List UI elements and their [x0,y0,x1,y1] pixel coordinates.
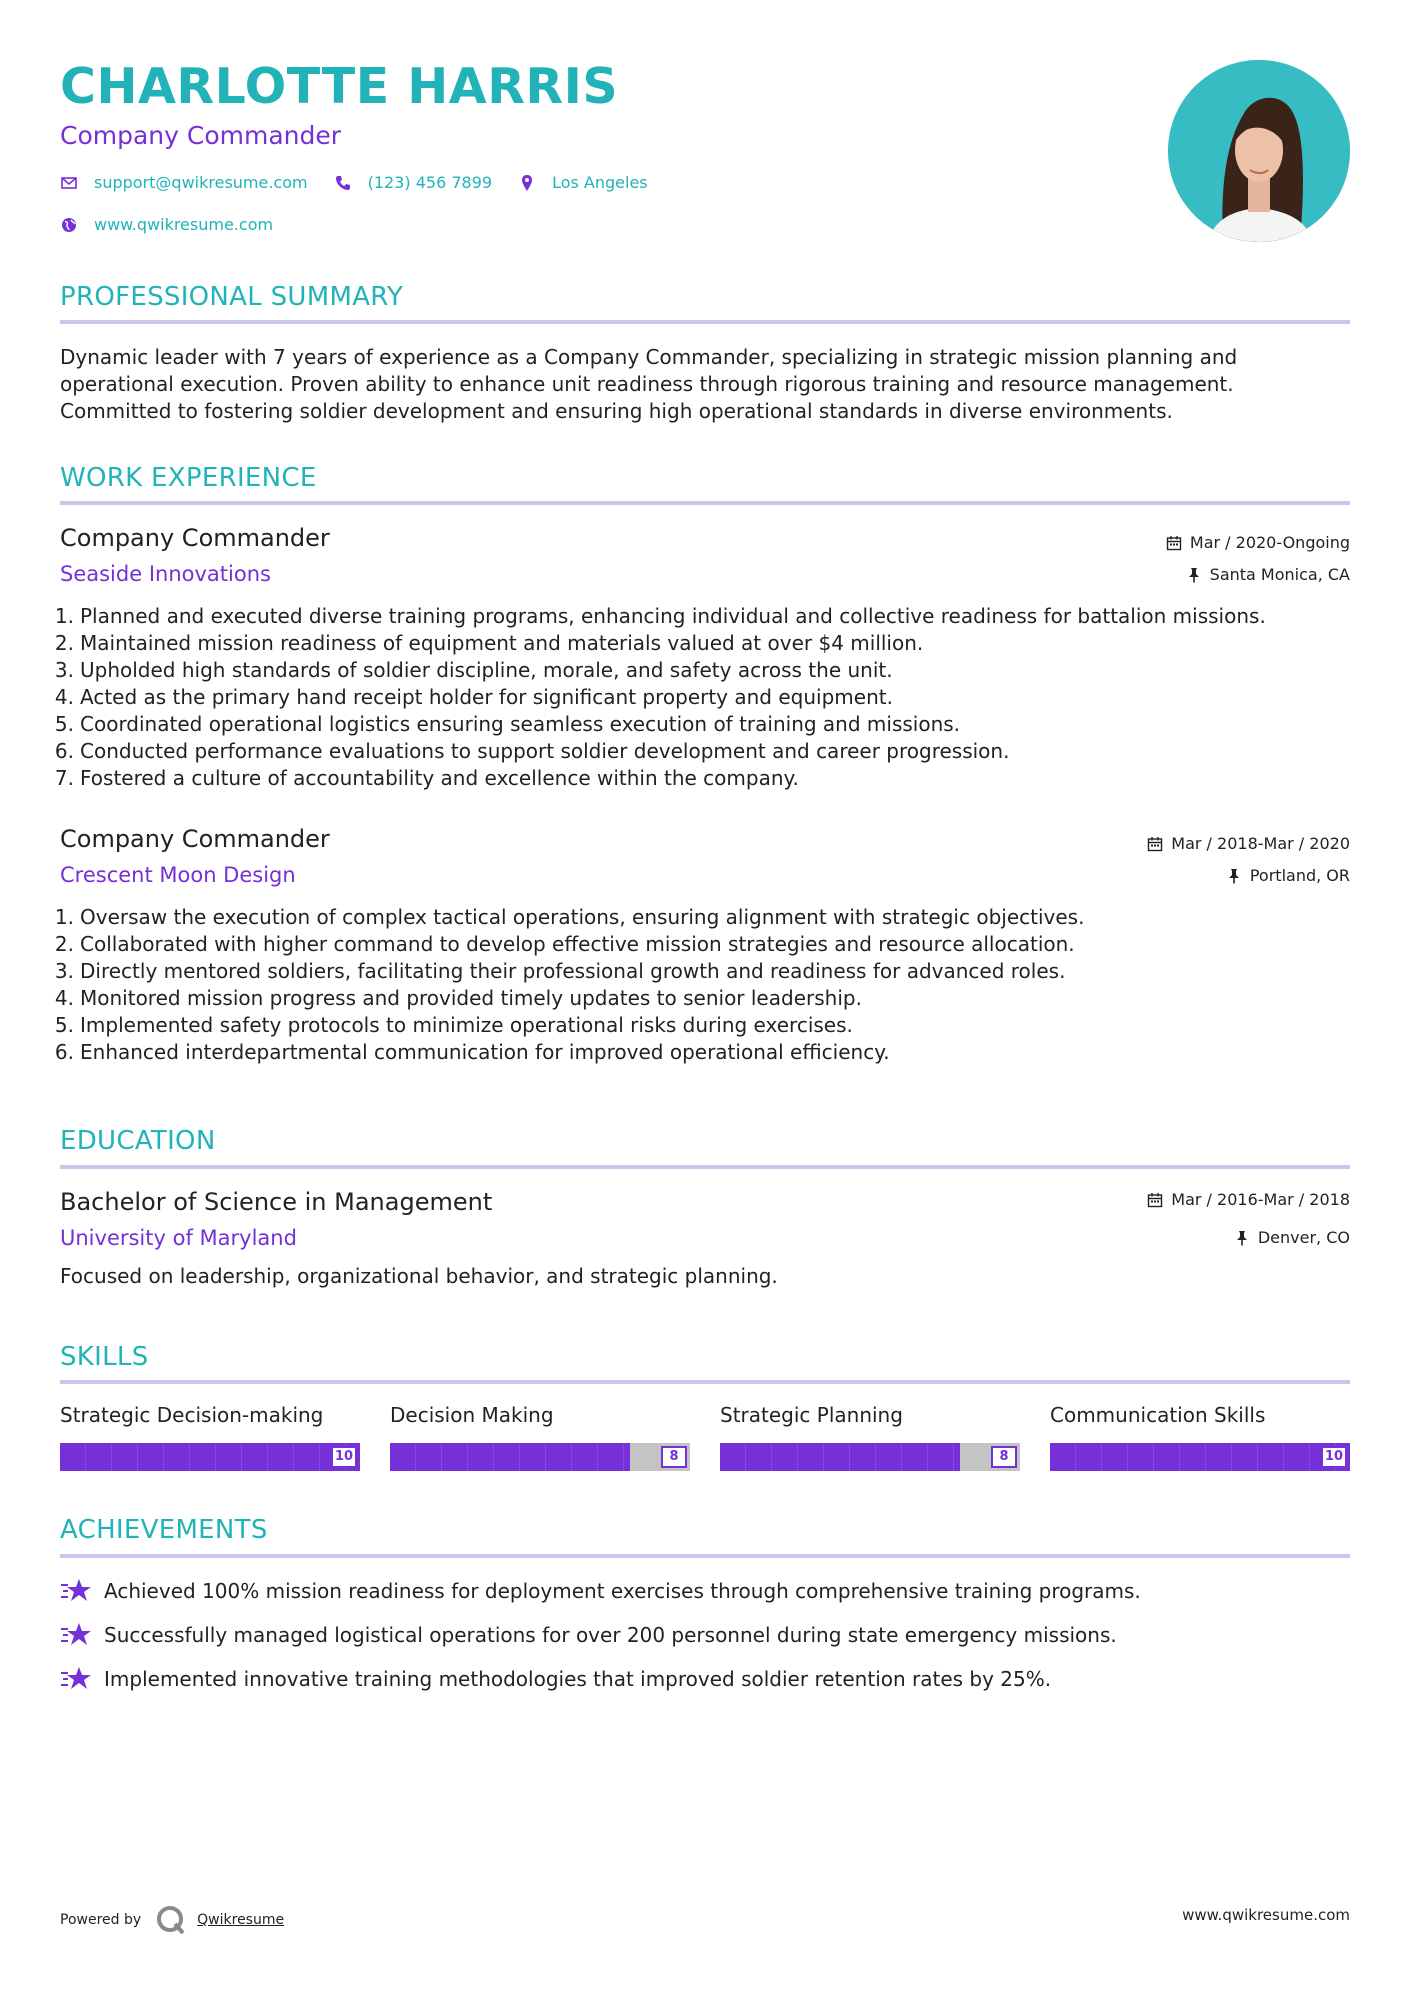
pushpin-icon [1234,1230,1250,1246]
list-item: 3. Directly mentored soldiers, facilitating their professional growth and readiness for advanced roles. [54,959,1066,983]
education-location-text: Denver, CO [1257,1228,1350,1247]
education-description: Focused on leadership, organizational behavior, and strategic planning. [60,1264,778,1288]
footer-website[interactable]: www.qwikresume.com [1182,1906,1350,1924]
achievement-text: Successfully managed logistical operations for over 200 personnel during state emergency missions. [104,1623,1117,1647]
skill-label: Strategic Planning [720,1403,903,1427]
list-item: 1. Oversaw the execution of complex tactical operations, ensuring alignment with strategic objectives. [54,905,1085,929]
skill-bar-fill [1050,1443,1350,1471]
map-pin-icon [518,174,536,192]
job-title: Company Commander [60,524,330,552]
list-item: 4. Monitored mission progress and provided timely updates to senior leadership. [54,986,862,1010]
job-dates [1147,834,1350,853]
skill-label: Decision Making [390,1403,554,1427]
section-divider [60,1380,1350,1384]
education-dates [1147,1190,1350,1209]
candidate-name: CHARLOTTE HARRIS [60,58,619,115]
job-bullets [54,603,1354,792]
section-title-summary: PROFESSIONAL SUMMARY [60,282,404,312]
globe-icon [60,216,78,234]
job-location-text: Santa Monica, CA [1209,565,1350,584]
school-name: University of Maryland [60,1226,297,1250]
star-badge-icon [60,1577,92,1605]
footer-branding [60,1904,284,1936]
brand-link[interactable]: Qwikresume [197,1912,285,1928]
candidate-role: Company Commander [60,121,342,150]
job-location [1186,565,1350,584]
job-location-text: Portland, OR [1249,866,1350,885]
contact-row [60,173,674,192]
powered-by-text: Powered by [60,1912,142,1928]
envelope-icon [60,174,78,192]
email-item[interactable] [60,173,308,192]
section-divider [60,1165,1350,1169]
job-title: Company Commander [60,825,330,853]
education-dates-text: Mar / 2016-Mar / 2018 [1171,1190,1350,1209]
list-item: 6. Enhanced interdepartmental communication for improved operational efficiency. [54,1040,890,1064]
calendar-icon [1147,836,1163,852]
location-item [518,173,648,192]
job-dates-text: Mar / 2018-Mar / 2020 [1171,834,1350,853]
skill-item [720,1403,1020,1471]
skill-bar [720,1443,1020,1471]
summary-text: Dynamic leader with 7 years of experience as a Company Commander, specializing in strategic mission planning and operational execution. Proven ability to enhance unit readiness through rigorous training and resource management. Committed to fostering soldier development and ensuring high operational standards in diverse environments. [60,345,1238,423]
skill-level-badge: 10 [1321,1446,1347,1468]
website-text: www.qwikresume.com [94,215,274,234]
section-divider [60,501,1350,505]
degree-title: Bachelor of Science in Management [60,1188,493,1216]
calendar-icon [1147,1192,1163,1208]
job-location [1226,866,1350,885]
job-dates-text: Mar / 2020-Ongoing [1189,533,1350,552]
skill-item [390,1403,690,1471]
list-item: 7. Fostered a culture of accountability and excellence within the company. [54,766,799,790]
skill-level-badge: 8 [661,1446,687,1468]
phone-item[interactable] [334,173,492,192]
pushpin-icon [1226,868,1242,884]
skill-level-badge: 10 [331,1446,357,1468]
skill-label: Communication Skills [1050,1403,1266,1427]
avatar-illustration [1168,60,1350,242]
section-title-skills: SKILLS [60,1342,149,1372]
skill-item [60,1403,360,1471]
skill-bar [1050,1443,1350,1471]
company-name: Crescent Moon Design [60,863,296,887]
skill-bar [390,1443,690,1471]
achievement-item [60,1621,1117,1649]
company-name: Seaside Innovations [60,562,271,586]
star-badge-icon [60,1621,92,1649]
skill-level-badge: 8 [991,1446,1017,1468]
education-location [1234,1228,1350,1247]
section-title-experience: WORK EXPERIENCE [60,463,317,493]
list-item: 2. Collaborated with higher command to develop effective mission strategies and resource allocation. [54,932,1075,956]
calendar-icon [1166,535,1182,551]
location-text: Los Angeles [552,173,648,192]
section-title-education: EDUCATION [60,1126,216,1156]
skill-item [1050,1403,1350,1471]
section-divider [60,1554,1350,1558]
section-divider [60,320,1350,324]
skill-bar-fill [60,1443,360,1471]
email-text: support@qwikresume.com [94,173,308,192]
phone-icon [334,174,352,192]
skill-bar [60,1443,360,1471]
skill-bar-fill [390,1443,630,1471]
achievement-item [60,1577,1141,1605]
skill-label: Strategic Decision-making [60,1403,324,1427]
section-title-achievements: ACHIEVEMENTS [60,1515,268,1545]
job-dates [1166,533,1350,552]
phone-text: (123) 456 7899 [367,173,493,192]
achievement-text: Achieved 100% mission readiness for deployment exercises through comprehensive training programs. [104,1579,1141,1603]
list-item: 5. Implemented safety protocols to minimize operational risks during exercises. [54,1013,853,1037]
list-item: 2. Maintained mission readiness of equipment and materials valued at over $4 million. [54,631,924,655]
profile-photo [1168,60,1350,242]
achievement-item [60,1665,1051,1693]
list-item: 6. Conducted performance evaluations to support soldier development and career progression. [54,739,1010,763]
list-item: 3. Upholded high standards of soldier discipline, morale, and safety across the unit. [54,658,893,682]
star-badge-icon [60,1665,92,1693]
list-item: 5. Coordinated operational logistics ensuring seamless execution of training and missions. [54,712,961,736]
job-bullets [54,904,1354,1066]
resume-page [54,0,1350,1990]
achievement-text: Implemented innovative training methodologies that improved soldier retention rates by 25%. [104,1667,1052,1691]
skill-bar-fill [720,1443,960,1471]
contact-row-2 [60,215,299,234]
list-item: 1. Planned and executed diverse training programs, enhancing individual and collective readiness for battalion missions. [54,604,1266,628]
qwikresume-logo-icon [155,1904,187,1936]
list-item: 4. Acted as the primary hand receipt holder for significant property and equipment. [54,685,893,709]
pushpin-icon [1186,567,1202,583]
website-item[interactable] [60,215,273,234]
